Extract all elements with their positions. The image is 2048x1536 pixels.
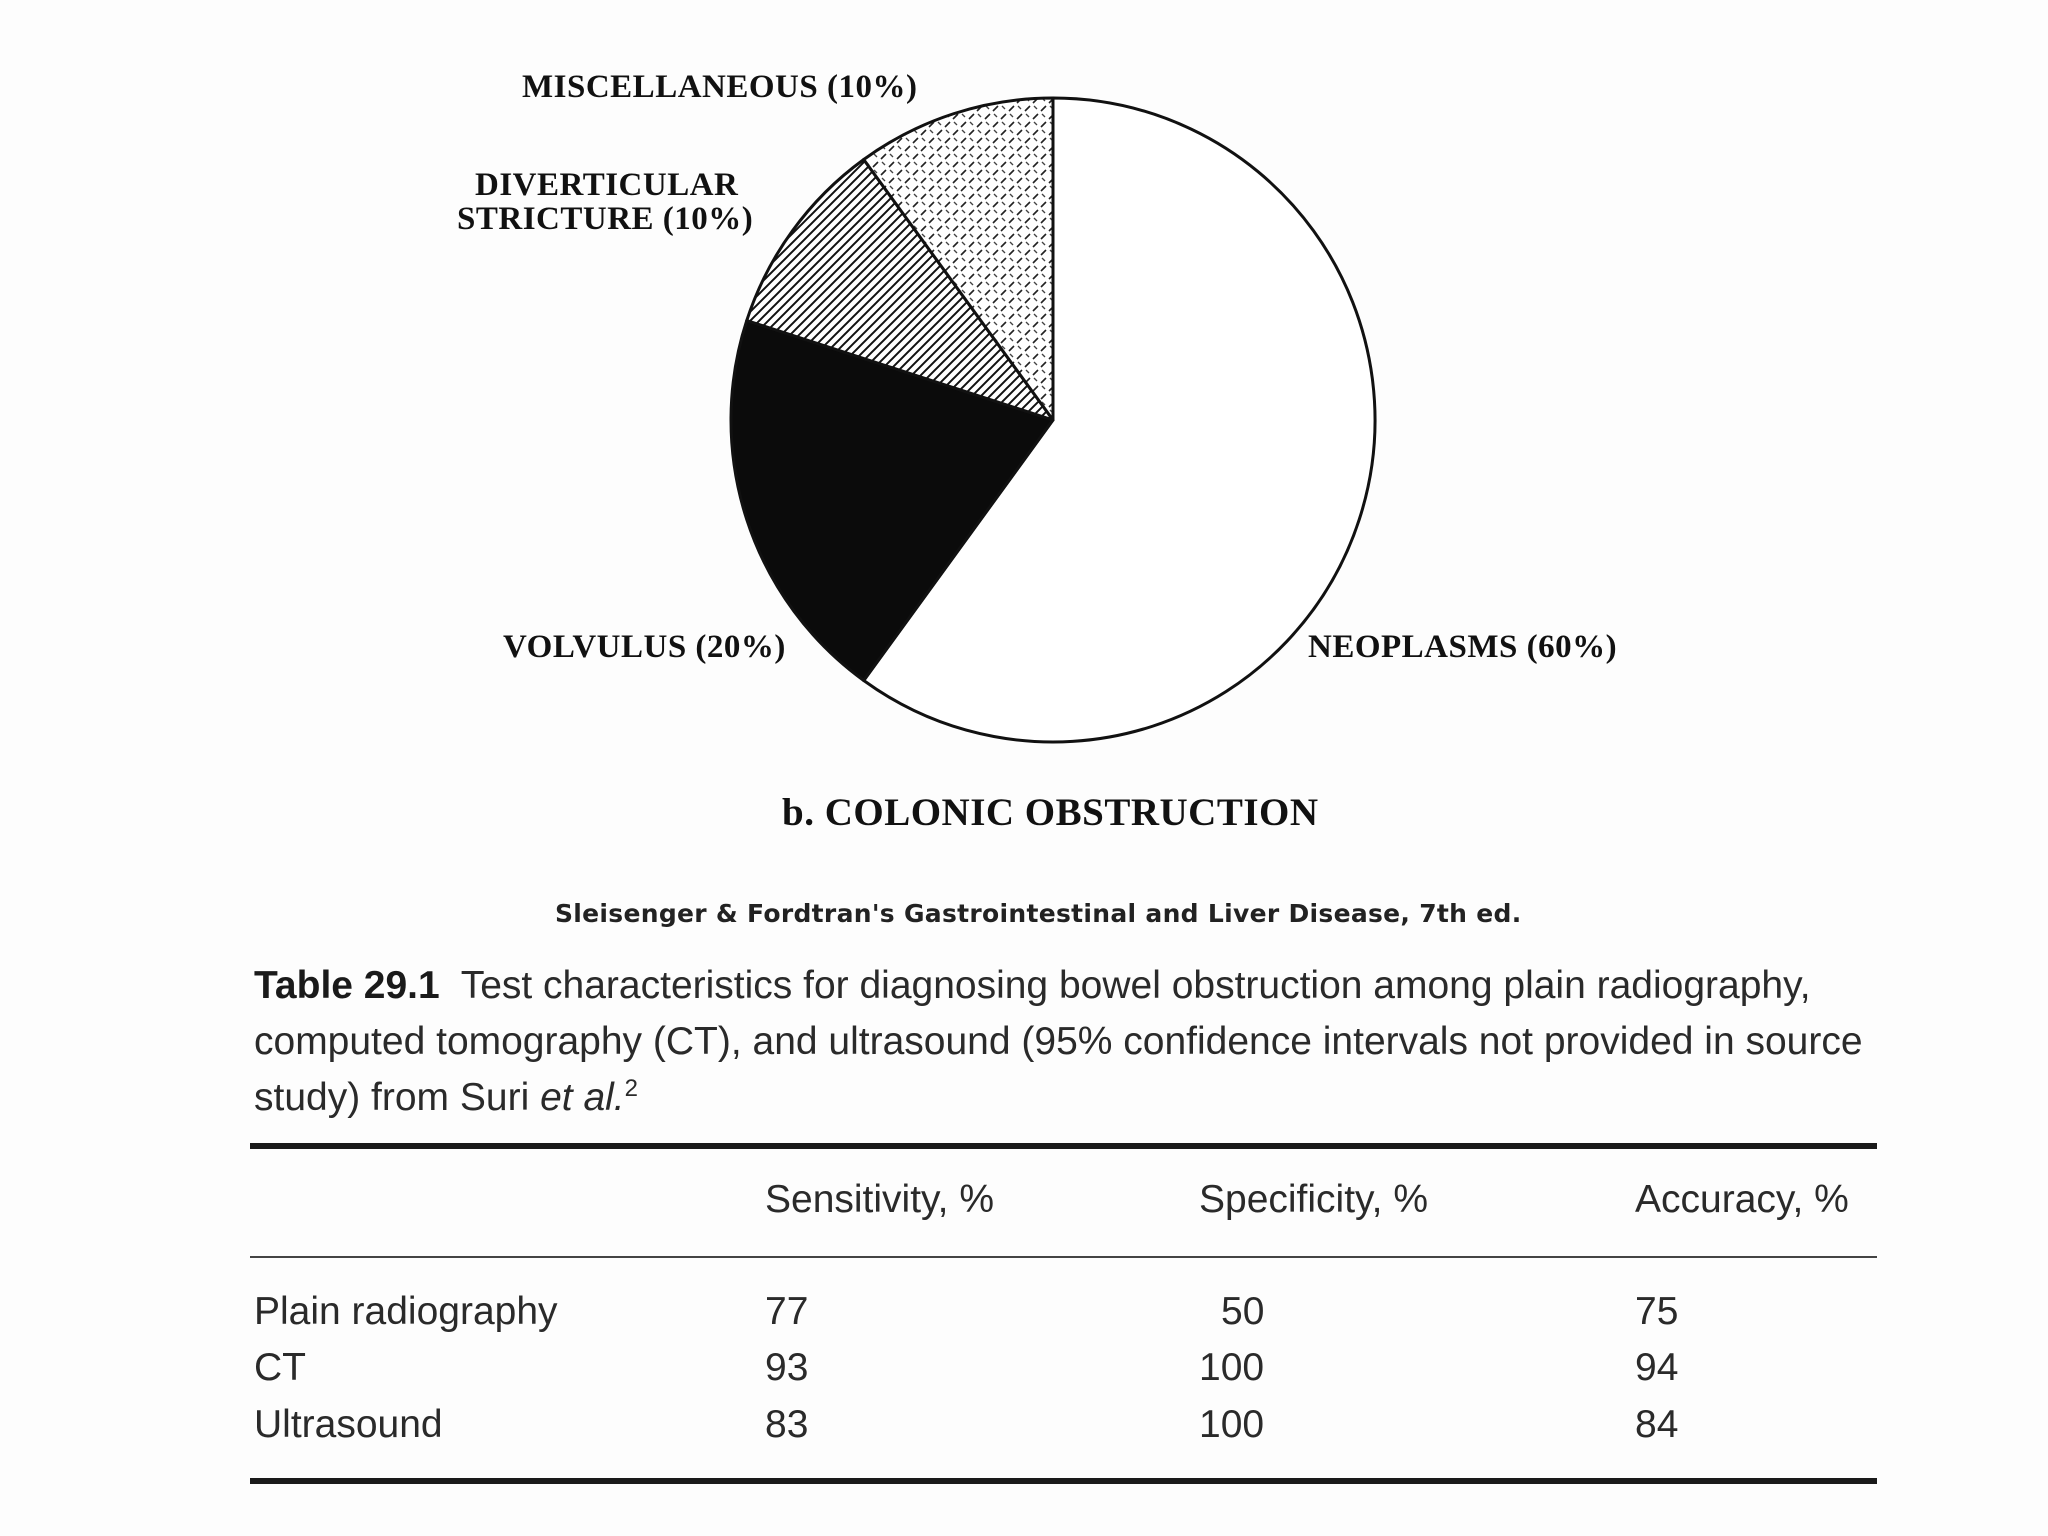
cell-accuracy: 84 [1635, 1403, 1679, 1446]
column-header-accuracy: Accuracy, % [1635, 1178, 1849, 1221]
label-neoplasms: NEOPLASMS (60%) [1308, 629, 1618, 665]
cell-specificity: 100 [1199, 1403, 1265, 1446]
table-caption-ref: 2 [624, 1075, 638, 1102]
label-diverticular-line2: STRICTURE (10%) [457, 201, 754, 237]
row-name: Ultrasound [254, 1403, 443, 1446]
table-caption [254, 958, 1874, 1126]
column-header-sensitivity: Sensitivity, % [765, 1178, 995, 1221]
table-bottom-rule [250, 1478, 1877, 1484]
row-name: Plain radiography [254, 1290, 558, 1333]
cell-accuracy: 75 [1635, 1290, 1679, 1333]
table-caption-italic: et al. [540, 1076, 625, 1119]
cell-sensitivity: 77 [765, 1290, 809, 1333]
cell-sensitivity: 93 [765, 1346, 809, 1389]
cell-accuracy: 94 [1635, 1346, 1679, 1389]
cell-sensitivity: 83 [765, 1403, 809, 1446]
cell-specificity: 50 [1221, 1290, 1265, 1333]
table-top-rule [250, 1143, 1877, 1149]
label-volvulus: VOLVULUS (20%) [503, 629, 786, 665]
cell-specificity: 100 [1199, 1346, 1265, 1389]
row-name: CT [254, 1346, 306, 1389]
label-diverticular-line1: DIVERTICULAR [475, 167, 739, 203]
table-header-rule [250, 1256, 1877, 1258]
label-miscellaneous: MISCELLANEOUS (10%) [522, 69, 918, 105]
table-caption-text: Test characteristics for diagnosing bowel obstruction among plain radiography, computed tomography (CT), and ultrasound (95% confidence intervals not provided in source study) from Suri [254, 964, 1863, 1119]
table-caption-label: Table 29.1 [254, 964, 440, 1007]
column-header-specificity: Specificity, % [1199, 1178, 1429, 1221]
source-credit: Sleisenger & Fordtran's Gastrointestinal and Liver Disease, 7th ed. [555, 899, 1522, 928]
figure-title: b. COLONIC OBSTRUCTION [782, 791, 1319, 834]
